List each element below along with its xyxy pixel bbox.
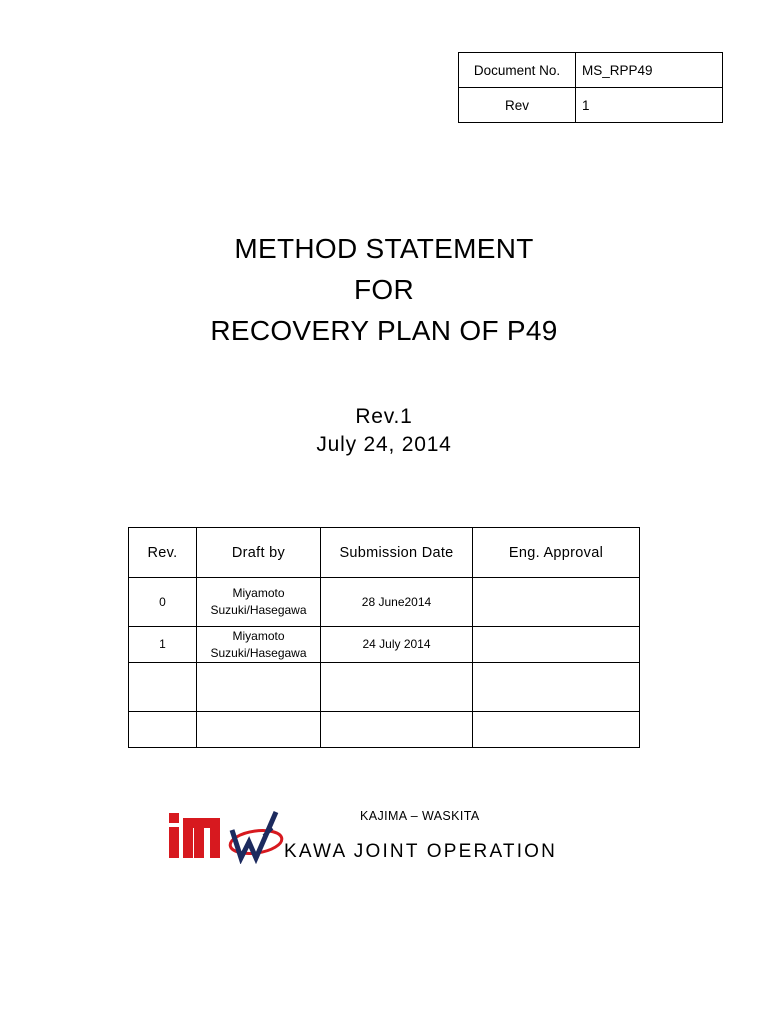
cell-rev (129, 663, 197, 712)
cell-submission-date (321, 712, 473, 748)
header-draft-by: Draft by (197, 528, 321, 578)
document-number-box (458, 52, 723, 123)
company-name-line-1: KAJIMA – WASKITA (360, 809, 480, 823)
cell-submission-date: 28 June2014 (321, 578, 473, 627)
cell-rev: 1 (129, 627, 197, 663)
cell-draft-by (197, 712, 321, 748)
draft-by-line-2: Suzuki/Hasegawa (210, 603, 307, 617)
kajima-logo-mark (169, 813, 220, 858)
cell-rev: 0 (129, 578, 197, 627)
table-header-row (129, 528, 640, 578)
header-rev: Rev. (129, 528, 197, 578)
header-submission-date: Submission Date (321, 528, 473, 578)
doc-number-value: MS_RPP49 (576, 53, 723, 88)
cell-eng-approval (473, 578, 640, 627)
title-line-2: FOR (353, 274, 414, 305)
table-row (129, 627, 640, 663)
doc-rev-label: Rev (459, 88, 576, 123)
draft-by-line-1: Miyamoto (232, 586, 285, 600)
waskita-logo-mark (229, 812, 284, 858)
company-name-line-2: KAWA JOINT OPERATION (284, 841, 558, 862)
cell-submission-date: 24 July 2014 (321, 627, 473, 663)
doc-number-row (459, 53, 723, 88)
cell-submission-date (321, 663, 473, 712)
header-eng-approval: Eng. Approval (473, 528, 640, 578)
cell-eng-approval (473, 627, 640, 663)
cell-rev (129, 712, 197, 748)
table-row (129, 578, 640, 627)
document-title (0, 228, 768, 351)
title-line-3: RECOVERY PLAN OF P49 (210, 315, 558, 346)
table-row (129, 712, 640, 748)
revision-history-table (128, 527, 640, 748)
cell-draft-by (197, 578, 321, 627)
revision-date: July 24, 2014 (316, 433, 452, 456)
cell-eng-approval (473, 663, 640, 712)
draft-by-line-1: Miyamoto (232, 628, 285, 643)
draft-by-line-2: Suzuki/Hasegawa (210, 645, 307, 660)
doc-rev-value: 1 (576, 88, 723, 123)
doc-number-label: Document No. (459, 53, 576, 88)
company-logo-icon (166, 808, 290, 864)
revision-block (0, 403, 768, 459)
doc-rev-row (459, 88, 723, 123)
revision-label: Rev.1 (355, 405, 413, 428)
cell-eng-approval (473, 712, 640, 748)
title-line-1: METHOD STATEMENT (234, 233, 534, 264)
cell-draft-by (197, 627, 321, 663)
cell-draft-by (197, 663, 321, 712)
table-row (129, 663, 640, 712)
